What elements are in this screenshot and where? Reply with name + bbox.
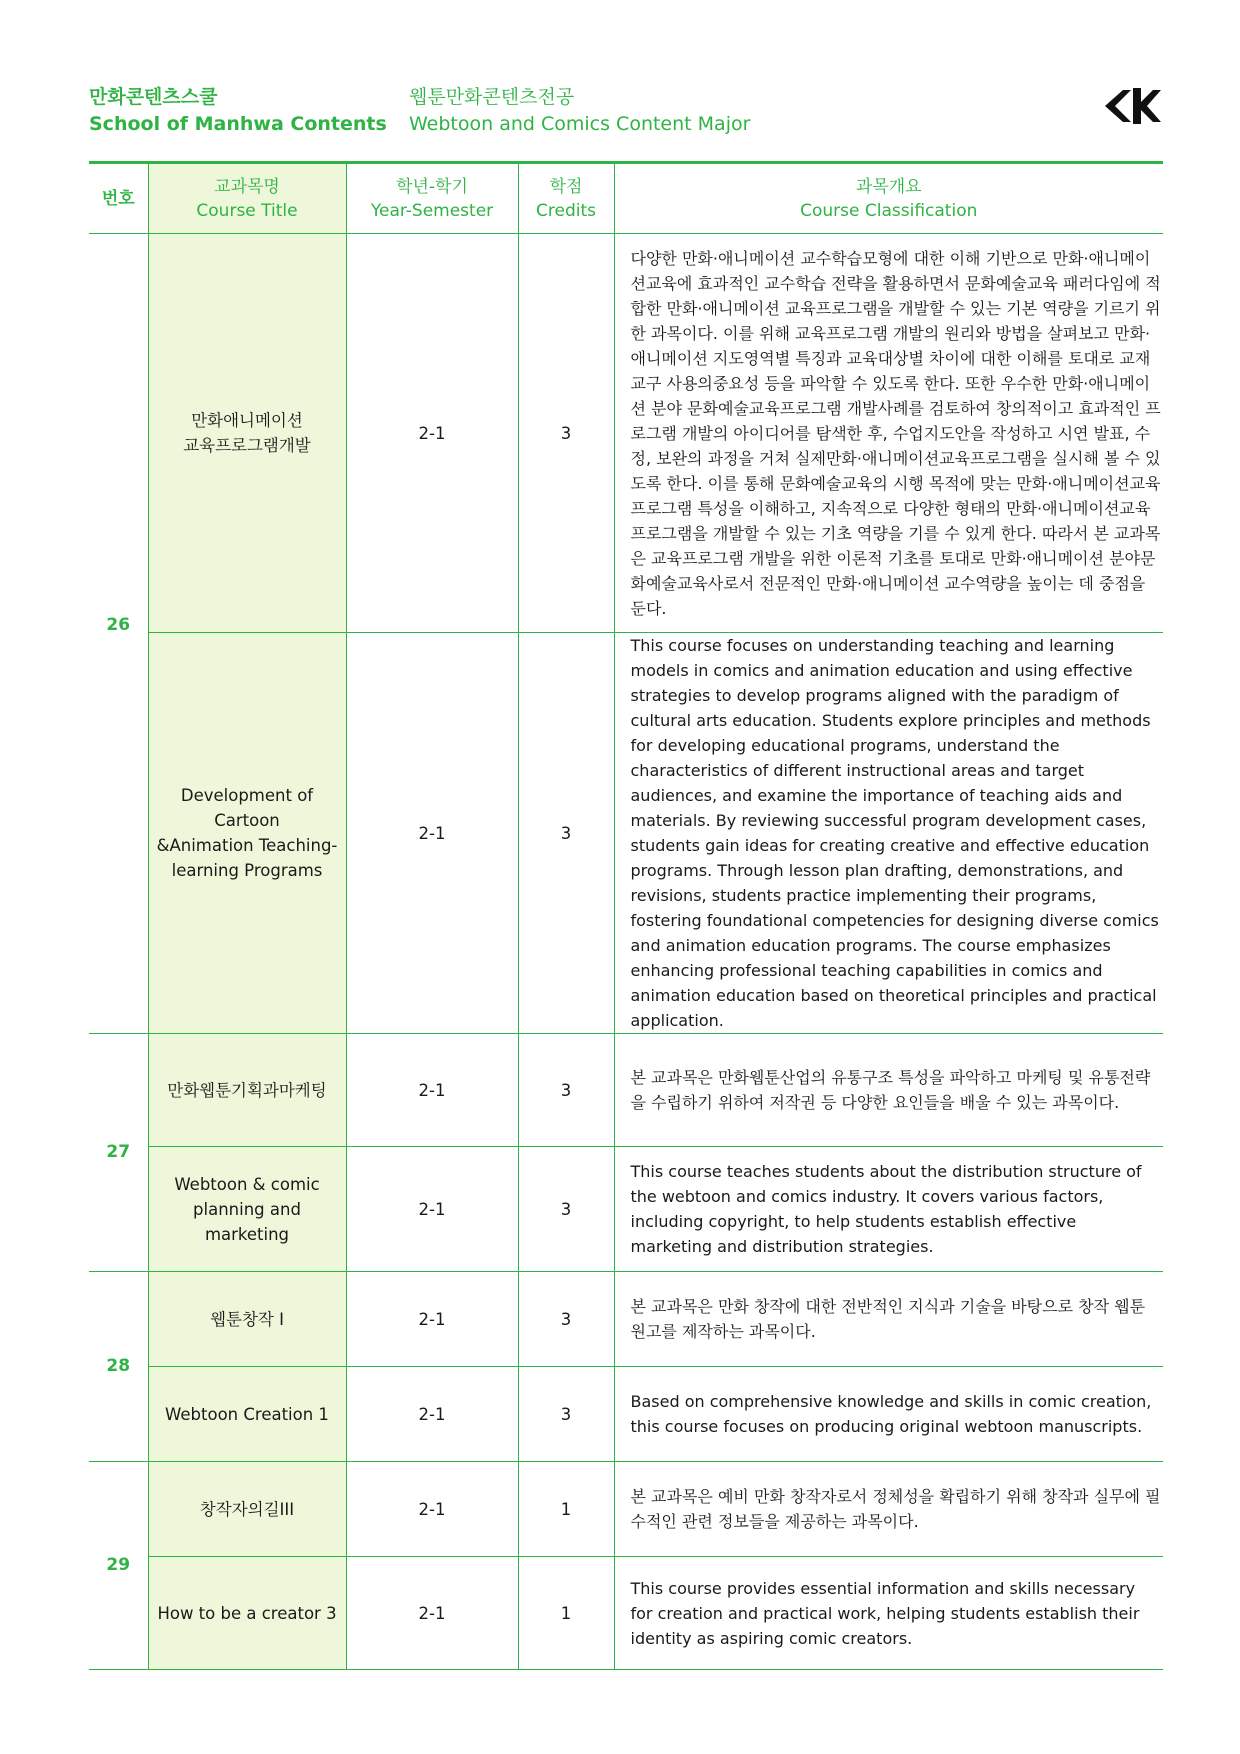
credits: 3 xyxy=(518,1367,614,1462)
year-semester: 2-1 xyxy=(346,234,518,633)
course-title-ko: 만화웹툰기획과마케팅 xyxy=(148,1034,346,1147)
table-row xyxy=(89,1272,1163,1367)
course-title-en: Development of Cartoon &Animation Teaching- learning Programs xyxy=(148,633,346,1034)
header-course-classification: 과목개요 Course Classification xyxy=(614,164,1163,234)
school-name xyxy=(89,84,387,138)
major-name-ko: 웹툰만화콘텐츠전공 xyxy=(409,86,575,108)
course-summary-en: This course teaches students about the distribution structure of the webtoon and comics industry. It covers various factors, including copyright, to help students establish effective marketing and distribution strategies. xyxy=(614,1147,1163,1272)
year-semester: 2-1 xyxy=(346,1034,518,1147)
year-semester: 2-1 xyxy=(346,1272,518,1367)
course-summary-en: This course provides essential information and skills necessary for creation and practical work, helping students establish their identity as aspiring comic creators. xyxy=(614,1557,1163,1670)
header-credits: 학점 Credits xyxy=(518,164,614,234)
year-semester: 2-1 xyxy=(346,1462,518,1557)
table-row xyxy=(89,234,1163,633)
row-number: 28 xyxy=(89,1272,148,1462)
year-semester: 2-1 xyxy=(346,633,518,1034)
page-header xyxy=(89,84,1163,164)
header-year-semester: 학년-학기 Year-Semester xyxy=(346,164,518,234)
row-number: 27 xyxy=(89,1034,148,1272)
course-title-en: How to be a creator 3 xyxy=(148,1557,346,1670)
table-row xyxy=(89,1367,1163,1462)
credits: 3 xyxy=(518,234,614,633)
table-row xyxy=(89,1147,1163,1272)
course-summary-en: This course focuses on understanding teaching and learning models in comics and animation education and using effective strategies to develop programs aligned with the paradigm of cultural arts education. Students explore principles and methods for developing educational programs, understand the characteristics of different instructional areas and target audiences, and examine the importance of teaching aids and materials. By reviewing successful program development cases, students gain ideas for creating creative and effective education programs. Through lesson plan drafting, demonstrations, and revisions, students practice implementing their programs, fostering foundational competencies for designing diverse comics and animation education programs. The course emphasizes enhancing professional teaching capabilities in comics and animation education based on theoretical principles and practical application. xyxy=(614,633,1163,1034)
credits: 3 xyxy=(518,1147,614,1272)
course-summary-ko: 다양한 만화·애니메이션 교수학습모형에 대한 이해 기반으로 만화·애니메이션교육에 효과적인 교수학습 전략을 활용하면서 문화예술교육 패러다임에 적합한 만화·애니메이션 교육프로그램을 개발할 수 있는 기본 역량을 기르기 위한 과목이다. 이를 위해 교육프로그램 개발의 원리와 방법을 살펴보고 만화·애니메이션 지도영역별 특징과 교육대상별 차이에 대한 이해를 토대로 교재교구 사용의중요성 등을 파악할 수 있도록 한다. 또한 우수한 만화·애니메이션 분야 문화예술교육프로그램 개발사례를 검토하여 창의적이고 효과적인 프로그램 개발의 아이디어를 탐색한 후, 수업지도안을 작성하고 시연 발표, 수정, 보완의 과정을 거쳐 실제만화·애니메이션교육프로그램을 실시해 볼 수 있도록 한다. 이를 통해 문화예술교육의 시행 목적에 맞는 만화·애니메이션교육프로그램 특성을 이해하고, 지속적으로 다양한 형태의 만화·애니메이션교육프로그램을 개발할 수 있는 기초 역량을 기를 수 있게 한다. 따라서 본 교과목은 교육프로그램 개발을 위한 이론적 기초를 토대로 만화·애니메이션 분야문화예술교육사로서 전문적인 만화·애니메이션 교수역량을 높이는 데 중점을 둔다. xyxy=(614,234,1163,633)
course-title-ko: 웹툰창작 I xyxy=(148,1272,346,1367)
course-summary-ko: 본 교과목은 만화 창작에 대한 전반적인 지식과 기술을 바탕으로 창작 웹툰 원고를 제작하는 과목이다. xyxy=(614,1272,1163,1367)
header-no: 번호 xyxy=(89,164,148,234)
row-number: 29 xyxy=(89,1462,148,1670)
major-name xyxy=(409,84,750,138)
table-header-row xyxy=(89,164,1163,234)
course-table xyxy=(89,164,1163,1670)
course-title-ko: 창작자의길III xyxy=(148,1462,346,1557)
course-summary-en: Based on comprehensive knowledge and skills in comic creation, this course focuses on producing original webtoon manuscripts. xyxy=(614,1367,1163,1462)
credits: 3 xyxy=(518,1272,614,1367)
course-summary-ko: 본 교과목은 만화웹툰산업의 유통구조 특성을 파악하고 마케팅 및 유통전략을 수립하기 위하여 저작권 등 다양한 요인들을 배울 수 있는 과목이다. xyxy=(614,1034,1163,1147)
table-row xyxy=(89,1034,1163,1147)
school-name-en: School of Manhwa Contents xyxy=(89,113,387,135)
major-name-en: Webtoon and Comics Content Major xyxy=(409,113,751,135)
course-title-en: Webtoon & comic planning and marketing xyxy=(148,1147,346,1272)
credits: 1 xyxy=(518,1462,614,1557)
year-semester: 2-1 xyxy=(346,1147,518,1272)
row-number: 26 xyxy=(89,234,148,1034)
table-row xyxy=(89,633,1163,1034)
year-semester: 2-1 xyxy=(346,1367,518,1462)
course-summary-ko: 본 교과목은 예비 만화 창작자로서 정체성을 확립하기 위해 창작과 실무에 필수적인 관련 정보들을 제공하는 과목이다. xyxy=(614,1462,1163,1557)
table-row xyxy=(89,1462,1163,1557)
course-title-en: Webtoon Creation 1 xyxy=(148,1367,346,1462)
school-name-ko: 만화콘텐츠스쿨 xyxy=(89,86,218,108)
ck-logo-icon xyxy=(1101,86,1163,126)
credits: 3 xyxy=(518,1034,614,1147)
year-semester: 2-1 xyxy=(346,1557,518,1670)
table-row xyxy=(89,1557,1163,1670)
credits: 1 xyxy=(518,1557,614,1670)
credits: 3 xyxy=(518,633,614,1034)
course-title-ko: 만화애니메이션 교육프로그램개발 xyxy=(148,234,346,633)
header-course-title: 교과목명 Course Title xyxy=(148,164,346,234)
